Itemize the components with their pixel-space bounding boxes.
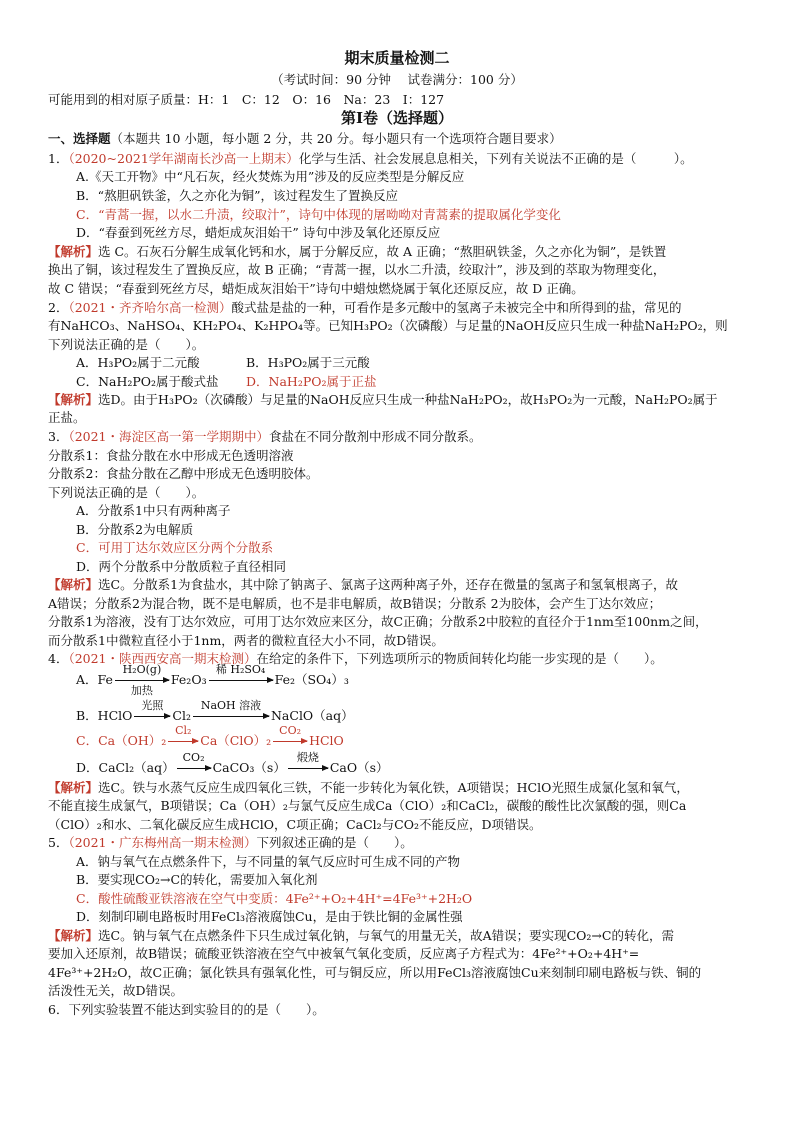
intermediate: CaCO₃（s） <box>212 760 286 775</box>
volume-title: 第Ⅰ卷（选择题） <box>340 109 454 127</box>
section-heading-bold: 一、选择题 <box>48 131 111 146</box>
arrow-condition-top: CO₂ <box>182 751 205 764</box>
reactant: B．HClO <box>76 708 133 723</box>
section-heading <box>48 131 752 147</box>
q4-option-d <box>76 751 389 776</box>
analysis-text: 选C。分散系1为食盐水，其中除了钠离子、氯离子这两种离子外，还存在微量的氢离子和氢氧根离子，故 <box>98 577 679 592</box>
product: HClO <box>309 733 344 748</box>
q3-system-2: 分散系2：食盐分散在乙醇中形成无色透明胶体。 <box>48 466 319 481</box>
arrow-condition-top: CO₂ <box>279 724 302 737</box>
analysis-text: 选C。铁与水蒸气反应生成四氧化三铁，不能一步转化为氧化铁，A项错误；HClO光照生成氯化氢和氧气， <box>98 780 689 795</box>
product: Fe₂（SO₄）₃ <box>274 672 349 687</box>
question-number: 3． <box>48 429 69 444</box>
q4-option-c <box>76 724 344 749</box>
question-text: 下列叙述正确的是（ ）。 <box>256 835 413 850</box>
question-number: 2． <box>48 300 69 315</box>
reactant: A．Fe <box>76 672 113 687</box>
question-6-stem <box>48 1002 752 1018</box>
question-source: （2021・陕西西安高一期末检测） <box>68 651 257 666</box>
q2-options-cd <box>76 374 752 390</box>
analysis-text: 选 C。石灰石分解生成氧化钙和水，属于分解反应，故 A 正确；“熬胆矾铁釜，久之亦化为铜”，是铁置 <box>98 244 667 259</box>
question-5-stem <box>48 835 752 851</box>
analysis-tag: 【解析】 <box>48 244 99 259</box>
reaction-arrow <box>193 699 269 717</box>
atomic-mass-line: 可能用到的相对原子质量：H：1 C：12 O：16 Na：23 I：127 <box>48 92 445 107</box>
q3-option-c: C．可用丁达尔效应区分两个分散系 <box>76 540 274 555</box>
reaction-arrow <box>209 663 273 681</box>
question-1-stem <box>48 151 752 167</box>
q1-option-b: B．“熬胆矾铁釜，久之亦化为铜”，该过程发生了置换反应 <box>76 188 398 203</box>
arrow-condition-top: 稀 H₂SO₄ <box>215 663 266 676</box>
arrow-condition-top: NaOH 溶液 <box>200 699 262 712</box>
analysis-tag: 【解析】 <box>48 928 99 943</box>
question-source: （2021・齐齐哈尔高一检测） <box>68 300 232 315</box>
question-2-stem <box>48 300 752 316</box>
q4-option-a <box>76 663 349 697</box>
q1-option-c: C．“青蒿一握，以水二升渍，绞取汁”，诗句中体现的屠呦呦对青蒿素的提取属化学变化 <box>76 207 561 222</box>
exam-info: （考试时间：90 分钟 试卷满分：100 分） <box>271 72 523 87</box>
analysis-tag: 【解析】 <box>48 577 99 592</box>
intermediate: Cl₂ <box>172 708 191 723</box>
reaction-arrow <box>273 724 307 742</box>
q2-option-d: D．NaH₂PO₂属于正盐 <box>246 374 377 389</box>
question-source: （2021・海淀区高一第一学期期中） <box>68 429 270 444</box>
reactant: C．Ca（OH）₂ <box>76 733 167 748</box>
q1-analysis-line-1 <box>48 244 752 260</box>
q1-analysis-line-3: 故 C 错误；“春蚕到死丝方尽，蜡炬成灰泪始干”诗句中蜡烛燃烧属于氧化还原反应，故 D 正确。 <box>48 281 584 296</box>
q3-question: 下列说法正确的是（ ）。 <box>48 485 205 500</box>
analysis-text: 选D。由于H₃PO₂（次磷酸）与足量的NaOH反应只生成一种盐NaH₂PO₂，故H₃PO₂为一元酸，NaH₂PO₂属于 <box>98 392 718 407</box>
q1-option-a: A.《天工开物》中“凡石灰，经火焚炼为用”涉及的反应类型是分解反应 <box>76 169 465 184</box>
q1-analysis-line-2: 换出了铜，该过程发生了置换反应，故 B 正确；“青蒿一握，以水二升渍，绞取汁”，涉及到的萃取为物理变化， <box>48 262 666 277</box>
question-text: 食盐在不同分散剂中形成不同分散系。 <box>269 429 482 444</box>
q4-analysis-line-2: 不能直接生成氯气，B项错误；Ca（OH）₂与氯气反应生成Ca（ClO）₂和CaCl₂，碳酸的酸性比次氯酸的强，则Ca <box>48 798 687 813</box>
question-number: 1． <box>48 151 69 166</box>
page-title: 期末质量检测二 <box>344 49 450 67</box>
question-number: 5． <box>48 835 69 850</box>
q3-analysis-line-4: 而分散系1中微粒直径小于1nm，两者的微粒直径大小不同，故D错误。 <box>48 633 444 648</box>
question-source: （2020~2021学年湖南长沙高一上期末） <box>68 151 299 166</box>
question-text: 下列实验装置不能达到实验目的的是（ ）。 <box>68 1002 325 1017</box>
reactant: D．CaCl₂（aq） <box>76 760 175 775</box>
arrow-condition-top: 煅烧 <box>296 751 319 764</box>
product: CaO（s） <box>329 760 389 775</box>
reaction-arrow <box>115 663 169 697</box>
q2-options-ab <box>76 355 752 371</box>
reaction-arrow <box>177 751 211 769</box>
arrow-condition-top: H₂O(g) <box>122 663 162 676</box>
q3-option-d: D．两个分散系中分散质粒子直径相同 <box>76 559 287 574</box>
q3-analysis-line-1 <box>48 577 752 593</box>
reaction-arrow <box>288 751 328 769</box>
arrow-condition-top: Cl₂ <box>175 724 192 737</box>
q3-option-b: B．分散系2为电解质 <box>76 522 194 537</box>
question-source: （2021・广东梅州高一期末检测） <box>68 835 257 850</box>
reaction-arrow <box>134 699 170 717</box>
analysis-text: 选C。钠与氧气在点燃条件下只生成过氧化钠，与氧气的用量无关，故A错误；要实现CO₂→C的转化，需 <box>98 928 674 943</box>
question-text: 在给定的条件下，下列选项所示的物质间转化均能一步实现的是（ ）。 <box>256 651 663 666</box>
q5-analysis-line-4: 活泼性无关，故D错误。 <box>48 983 184 998</box>
question-3-stem <box>48 429 752 445</box>
q2-option-a: A．H₃PO₂属于二元酸 <box>76 355 200 370</box>
arrow-condition-bottom: 加热 <box>130 684 153 697</box>
q5-option-b: B．要实现CO₂→C的转化，需要加入氧化剂 <box>76 872 318 887</box>
reaction-arrow <box>168 724 198 742</box>
q3-option-a: A．分散系1中只有两种离子 <box>76 503 231 518</box>
q4-analysis-line-3: （ClO）₂和水、二氧化碳反应生成HClO，C项正确；CaCl₂与CO₂不能反应，D项错误。 <box>48 817 542 832</box>
q2-option-b: B．H₃PO₂属于三元酸 <box>246 355 370 370</box>
question-text: 化学与生活、社会发展息息相关，下列有关说法不正确的是（ ）。 <box>298 151 693 166</box>
intermediate: Fe₂O₃ <box>170 672 207 687</box>
analysis-tag: 【解析】 <box>48 780 99 795</box>
q3-analysis-line-2: A错误；分散系2为混合物，既不是电解质，也不是非电解质，故B错误；分散系 2为胶体，会产生丁达尔效应； <box>48 596 662 611</box>
section-heading-rest: （本题共 10 小题，每小题 2 分，共 20 分。每小题只有一个选项符合题目要求） <box>110 131 562 146</box>
question-text: 酸式盐是盐的一种，可看作是多元酸中的氢离子未被完全中和所得到的盐，常见的 <box>231 300 682 315</box>
q5-analysis-line-2: 要加入还原剂，故B错误；硫酸亚铁溶液在空气中被氧气氧化变质，反应离子方程式为：4Fe²⁺+O₂+4H⁺= <box>48 946 640 961</box>
intermediate: Ca（ClO）₂ <box>200 733 272 748</box>
arrow-condition-top: 光照 <box>141 699 164 712</box>
question-number: 6． <box>48 1002 69 1017</box>
q5-option-a: A．钠与氧气在点燃条件下，与不同量的氧气反应时可生成不同的产物 <box>76 854 461 869</box>
q2-option-c: C．NaH₂PO₂属于酸式盐 <box>76 374 219 389</box>
q1-option-d: D．“春蚕到死丝方尽，蜡炬成灰泪始干” 诗句中涉及氧化还原反应 <box>76 225 441 240</box>
q2-stem-line-3: 下列说法正确的是（ ）。 <box>48 337 205 352</box>
q3-analysis-line-3: 分散系1为溶液，没有丁达尔效应，可用丁达尔效应来区分，故C正确；分散系2中胶粒的直径介于1nm至100nm之间， <box>48 614 708 629</box>
q2-analysis-line-2: 正盐。 <box>48 410 86 425</box>
q5-option-c: C．酸性硫酸亚铁溶液在空气中变质：4Fe²⁺+O₂+4H⁺=4Fe³⁺+2H₂O <box>76 891 473 906</box>
q2-analysis-line-1 <box>48 392 752 408</box>
q3-system-1: 分散系1：食盐分散在水中形成无色透明溶液 <box>48 448 294 463</box>
question-number: 4． <box>48 651 69 666</box>
analysis-tag: 【解析】 <box>48 392 99 407</box>
q2-stem-line-2: 有NaHCO₃、NaHSO₄、KH₂PO₄、K₂HPO₄等。已知H₃PO₂（次磷酸）与足量的NaOH反应只生成一种盐NaH₂PO₂，则 <box>48 318 728 333</box>
q5-option-d: D．刻制印刷电路板时用FeCl₃溶液腐蚀Cu，是由于铁比铜的金属性强 <box>76 909 463 924</box>
q5-analysis-line-3: 4Fe³⁺+2H₂O，故C正确；氯化铁具有强氧化性，可与铜反应，所以用FeCl₃溶液腐蚀Cu来刻制印刷电路板与铁、铜的 <box>48 965 702 980</box>
product: NaClO（aq） <box>270 708 354 723</box>
q4-option-b <box>76 699 354 724</box>
q4-analysis-line-1 <box>48 780 752 796</box>
q5-analysis-line-1 <box>48 928 752 944</box>
